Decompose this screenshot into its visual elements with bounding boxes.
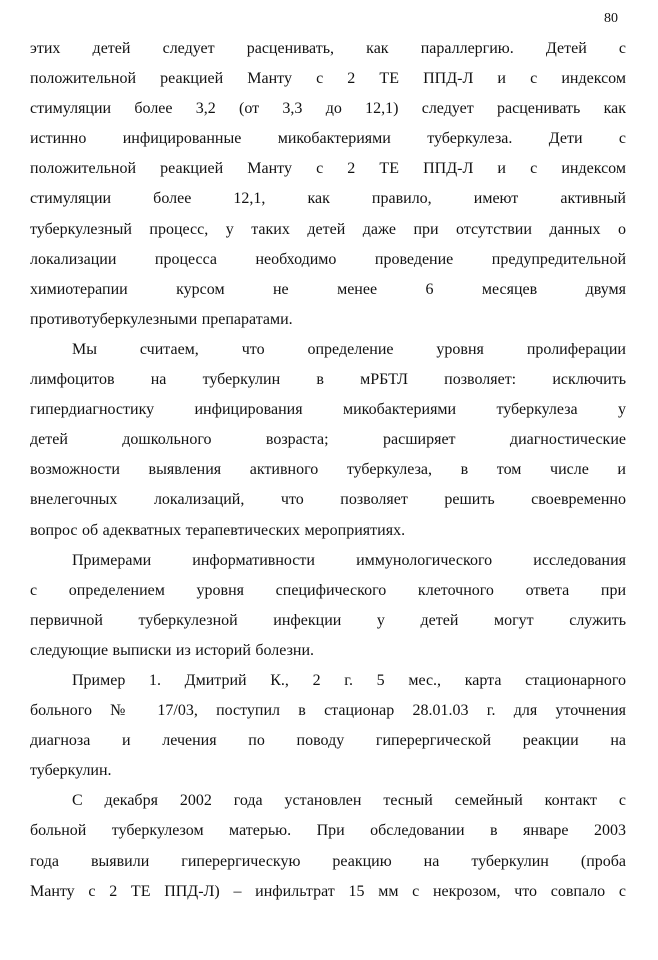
text-line: противотуберкулезными препаратами. [30, 310, 293, 328]
text-line: лимфоцитов на туберкулин в мРБТЛ позволяет: исключить [30, 371, 626, 389]
text-line: Мы считаем, что определение уровня пролиферации [72, 340, 626, 358]
paragraph-2 [30, 335, 626, 546]
text-line: Примерами информативности иммунологического исследования [72, 551, 626, 569]
paragraph-3 [30, 546, 626, 666]
paragraph-4 [30, 666, 626, 786]
text-line: года выявили гиперергическую реакцию на туберкулин (проба [30, 852, 626, 870]
text-line: больной туберкулезом матерью. При обследовании в январе 2003 [30, 822, 626, 840]
text-line: стимуляции более 12,1, как правило, имеют активный [30, 190, 626, 208]
text-line: возможности выявления активного туберкулеза, в том числе и [30, 461, 626, 479]
text-line: локализации процесса необходимо проведение предупредительной [30, 250, 626, 268]
text-line: следующие выписки из историй болезни. [30, 641, 315, 659]
text-line: Манту с 2 ТЕ ППД-Л) – инфильтрат 15 мм с некрозом, что совпало с [30, 882, 626, 900]
text-line: С декабря 2002 года установлен тесный семейный контакт с [72, 792, 626, 810]
text-line: первичной туберкулезной инфекции у детей могут служить [30, 611, 626, 629]
body-text [30, 34, 626, 907]
text-line: этих детей следует расценивать, как параллергию. Детей с [30, 40, 626, 57]
text-line: истинно инфицированные микобактериями туберкулеза. Дети с [30, 130, 626, 148]
text-line: больного № 17/03, поступил в стационар 28.01.03 г. для уточнения [30, 702, 626, 720]
text-line: внелегочных локализаций, что позволяет решить своевременно [30, 491, 626, 509]
text-line: туберкулезный процесс, у таких детей даже при отсутствии данных о [30, 220, 626, 238]
text-line: Пример 1. Дмитрий К., 2 г. 5 мес., карта стационарного [72, 671, 626, 689]
text-line: положительной реакцией Манту с 2 ТЕ ППД-Л и с индексом [30, 160, 626, 178]
paragraph-5 [30, 786, 626, 906]
text-line: положительной реакцией Манту с 2 ТЕ ППД-Л и с индексом [30, 70, 626, 88]
text-line: детей дошкольного возраста; расширяет диагностические [30, 431, 626, 449]
text-line: диагноза и лечения по поводу гиперергической реакции на [30, 732, 626, 750]
text-line: с определением уровня специфического клеточного ответа при [30, 581, 626, 599]
paragraph-1 [30, 34, 626, 335]
text-line: туберкулин. [30, 762, 112, 780]
text-line: вопрос об адекватных терапевтических мероприятиях. [30, 521, 406, 539]
page-number: 80 [604, 11, 618, 26]
text-line: стимуляции более 3,2 (от 3,3 до 12,1) следует расценивать как [30, 100, 626, 118]
text-line: химиотерапии курсом не менее 6 месяцев двумя [30, 280, 626, 298]
text-line: гипердиагностику инфицирования микобактериями туберкулеза у [30, 401, 626, 419]
